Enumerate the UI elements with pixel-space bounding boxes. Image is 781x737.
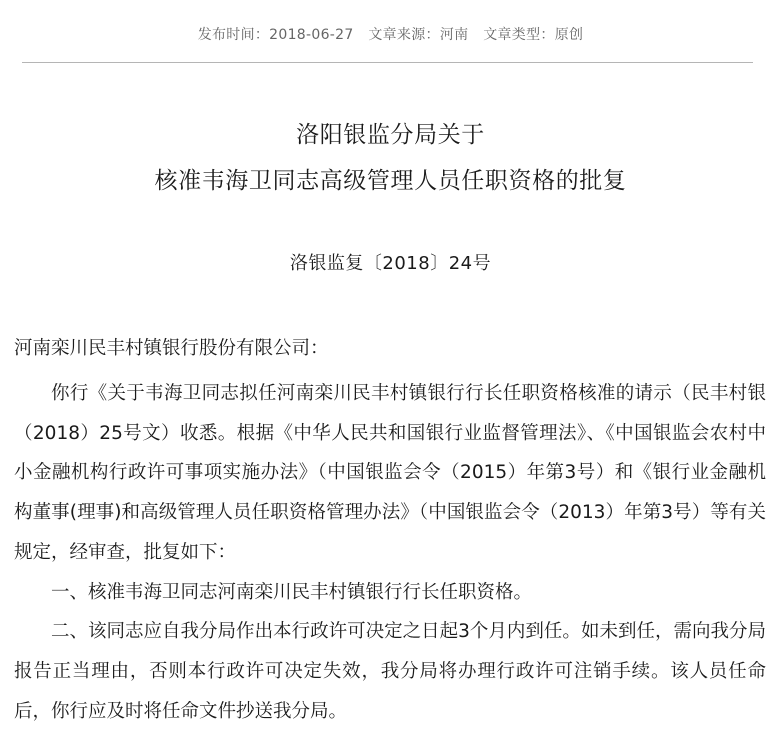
article-meta	[0, 24, 781, 44]
body-paragraph: 二、该同志应自我分局作出本行政许可决定之日起3个月内到任。如未到任，需向我分局报告正当理由，否则本行政许可决定失效，我分局将办理行政许可注销手续。该人员任命后，你行应及时将任命文件抄送我分局。	[14, 621, 766, 722]
body-paragraph: 一、核准韦海卫同志河南栾川民丰村镇银行行长任职资格。	[51, 581, 533, 603]
document-body	[14, 374, 766, 731]
article-type: 文章类型：原创	[483, 27, 584, 43]
header-divider	[22, 62, 753, 63]
document-title-line-2: 核准韦海卫同志高级管理人员任职资格的批复	[154, 168, 627, 194]
body-paragraph: 你行《关于韦海卫同志拟任河南栾川民丰村镇银行行长任职资格核准的请示（民丰村银（2018）25号文）收悉。根据《中华人民共和国银行业监督管理法》、《中国银监会农村中小金融机构行政许可事项实施办法》（中国银监会令（2015）年第3号）和《银行业金融机构董事(理事)和高级管理人员任职资格管理办法》（中国银监会令（2013）年第3号）等有关规定，经审查，批复如下：	[14, 383, 766, 563]
document-number: 洛银监复〔2018〕24号	[289, 253, 492, 274]
document-title-line-1: 洛阳银监分局关于	[296, 122, 485, 148]
publish-time: 发布时间：2018-06-27	[197, 27, 354, 43]
article-source: 文章来源：河南	[368, 27, 469, 43]
salutation: 河南栾川民丰村镇银行股份有限公司：	[14, 338, 329, 359]
